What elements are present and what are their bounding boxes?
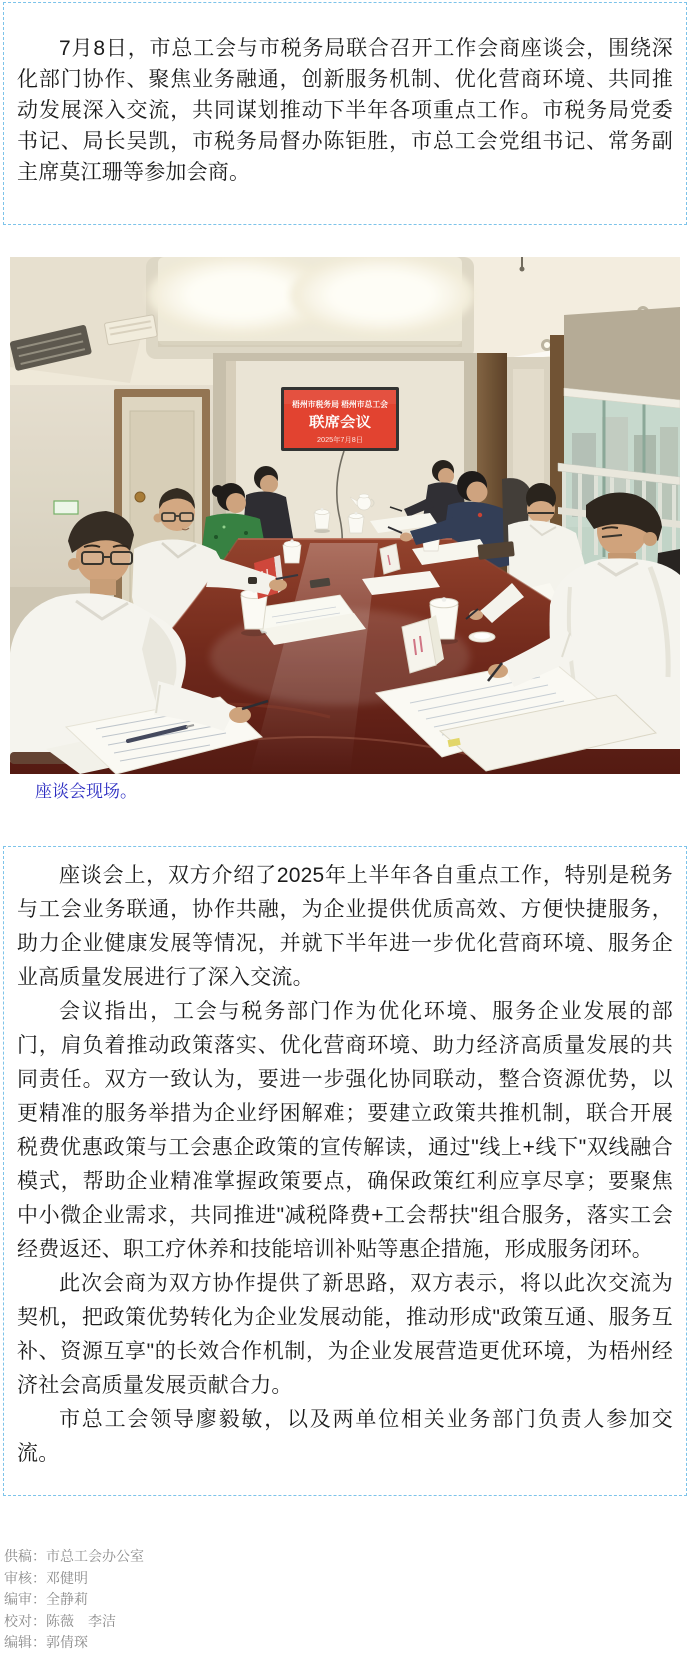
credit-value: 陈薇 李洁 [46,1612,116,1629]
article-page [0,2,690,1654]
credit-row-editor [4,1632,690,1654]
screen-main-title: 联席会议 [309,414,371,430]
photo-caption: 座谈会现场。 [35,782,137,801]
article-paragraph: 会议指出，工会与税务部门作为优化环境、服务企业发展的部门，肩负着推动政策落实、优化营商环境、助力经济高质量发展的共同责任。双方一致认为，要进一步强化协同联动，整合资源优势，以更精准的服务举措为企业纾困解难；要建立政策共推机制，联合开展税费优惠政策与工会惠企政策的宣传解读，通过"线上+线下"双线融合模式，帮助企业精准掌握政策要点，确保政策红利应享尽享；要聚焦中小微企业需求，共同推进"减税降费+工会帮扶"组合服务，落实工会经费返还、职工疗休养和技能培训补贴等惠企措施，形成服务闭环。 [17,1000,673,1261]
article-paragraph: 此次会商为双方协作提供了新思路，双方表示，将以此次交流为契机，把政策优势转化为企业发展动能，推动形成"政策互通、服务互补、资源互享"的长效合作机制，为企业发展营造更优环境，为梧州经济社会高质量发展贡献合力。 [17,1272,673,1397]
intro-text-box [3,2,687,225]
credit-value: 邓健明 [46,1569,88,1586]
credit-label: 供稿： [4,1548,46,1564]
credit-label: 编辑： [4,1634,46,1650]
body-text-box [3,846,687,1496]
screen-title-line: 梧州市税务局 梧州市总工会 [292,400,391,409]
credit-label: 编审： [4,1591,46,1607]
credit-row-reviewer [4,1568,690,1590]
credit-label: 校对： [4,1612,46,1629]
credit-row-editor-in-chief [4,1589,690,1611]
screen-date-line: 2025年7月8日 [317,437,362,444]
article-paragraph: 座谈会上，双方介绍了2025年上半年各自重点工作，特别是税务与工会业务联通，协作共融，为企业提供优质高效、方便快捷服务，助力企业健康发展等情况，并就下半年进一步优化营商环境、服务企业高质量发展进行了深入交流。 [17,864,673,989]
credit-value: 郭倩琛 [46,1634,88,1650]
credit-label: 审核： [4,1569,46,1586]
credit-row-proofreader [4,1611,690,1633]
article-credits [4,1546,690,1654]
article-paragraph: 市总工会领导廖毅敏，以及两单位相关业务部门负责人参加交流。 [17,1408,673,1465]
photo-tint [10,257,680,774]
credit-row-contributor [4,1546,690,1568]
meeting-photo [10,257,680,774]
meeting-photo-illustration [10,257,680,774]
credit-value: 市总工会办公室 [46,1548,144,1564]
credit-value: 全静莉 [46,1591,88,1607]
article-paragraph: 7月8日，市总工会与市税务局联合召开工作会商座谈会，围绕深化部门协作、聚焦业务融通，创新服务机制、优化营商环境、共同推动发展深入交流，共同谋划推动下半年各项重点工作。市税务局党委书记、局长吴凯，市税务局督办陈钜胜，市总工会党组书记、常务副主席莫江珊等参加会商。 [17,37,673,184]
